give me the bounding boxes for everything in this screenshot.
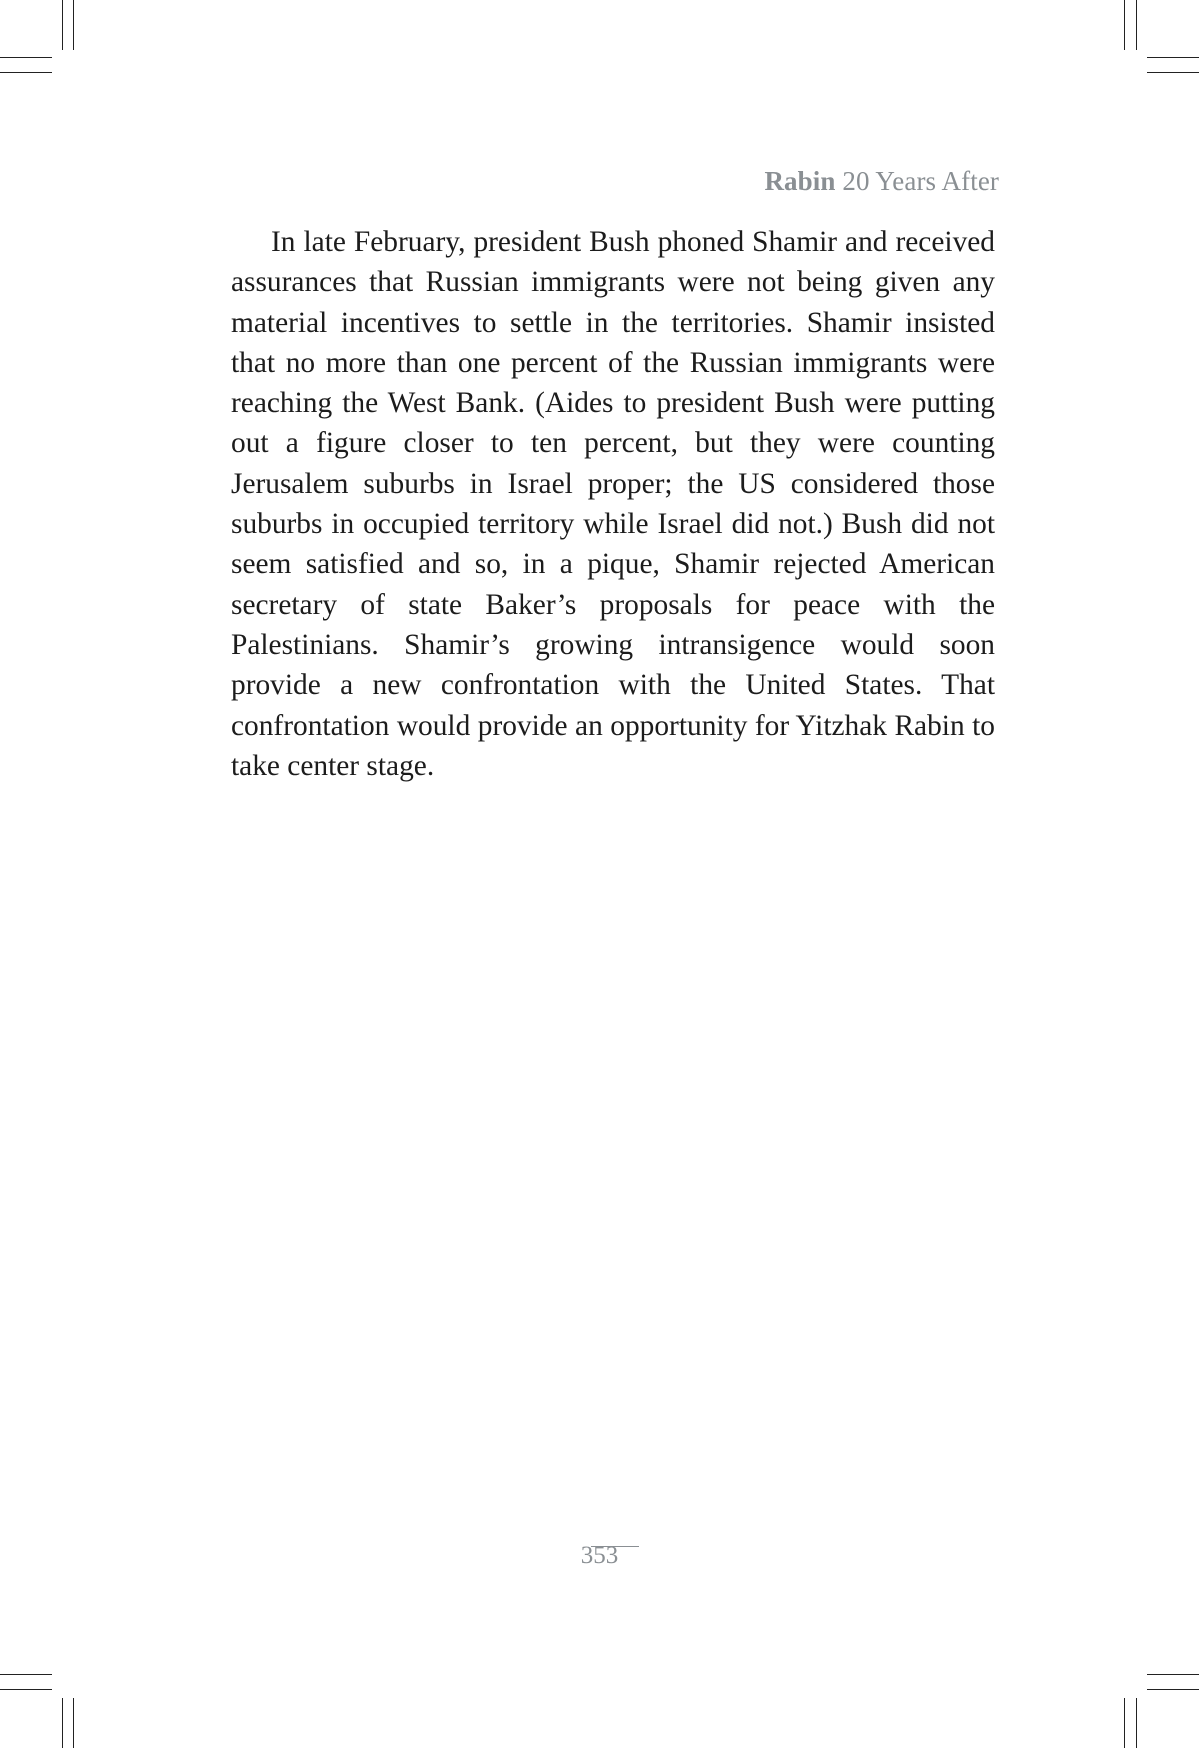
page-number: 353 (580, 1542, 619, 1569)
crop-mark (0, 1689, 52, 1690)
crop-mark (0, 72, 52, 73)
crop-mark (1124, 0, 1125, 50)
crop-mark (1147, 72, 1199, 73)
crop-mark (1147, 1674, 1199, 1675)
body-paragraph: In late February, president Bush phoned Shamir and received assurances that Russian immigrants were not being given any material incentives to settle in the territories. Shamir insisted that no more than one percent of the Russian immigrants were reaching the West Bank. (Aides to president Bush were putting out a figure closer to ten percent, but they were counting Jerusalem suburbs in Israel proper; the US considered those suburbs in occupied territory while Israel did not.) Bush did not seem satisfied and so, in a pique, Shamir rejected American secretary of state Baker’s proposals for peace with the Palestinians. Shamir’s growing intransigence would soon provide a new confrontation with the United States. That confrontation would provide an opportunity for Yitzhak Rabin to take center stage. (231, 226, 995, 782)
crop-mark (1136, 1698, 1137, 1748)
crop-mark (73, 1698, 74, 1748)
crop-mark (1147, 57, 1199, 58)
crop-mark (73, 0, 74, 50)
crop-mark (1124, 1698, 1125, 1748)
running-head-subtitle: 20 Years After (842, 166, 999, 196)
crop-mark (1147, 1689, 1199, 1690)
running-head-title: Rabin (764, 166, 836, 196)
crop-mark (0, 1674, 52, 1675)
crop-mark (0, 57, 52, 58)
crop-mark (62, 1698, 63, 1748)
crop-mark (1136, 0, 1137, 50)
crop-mark (62, 0, 63, 50)
running-head (764, 166, 999, 197)
